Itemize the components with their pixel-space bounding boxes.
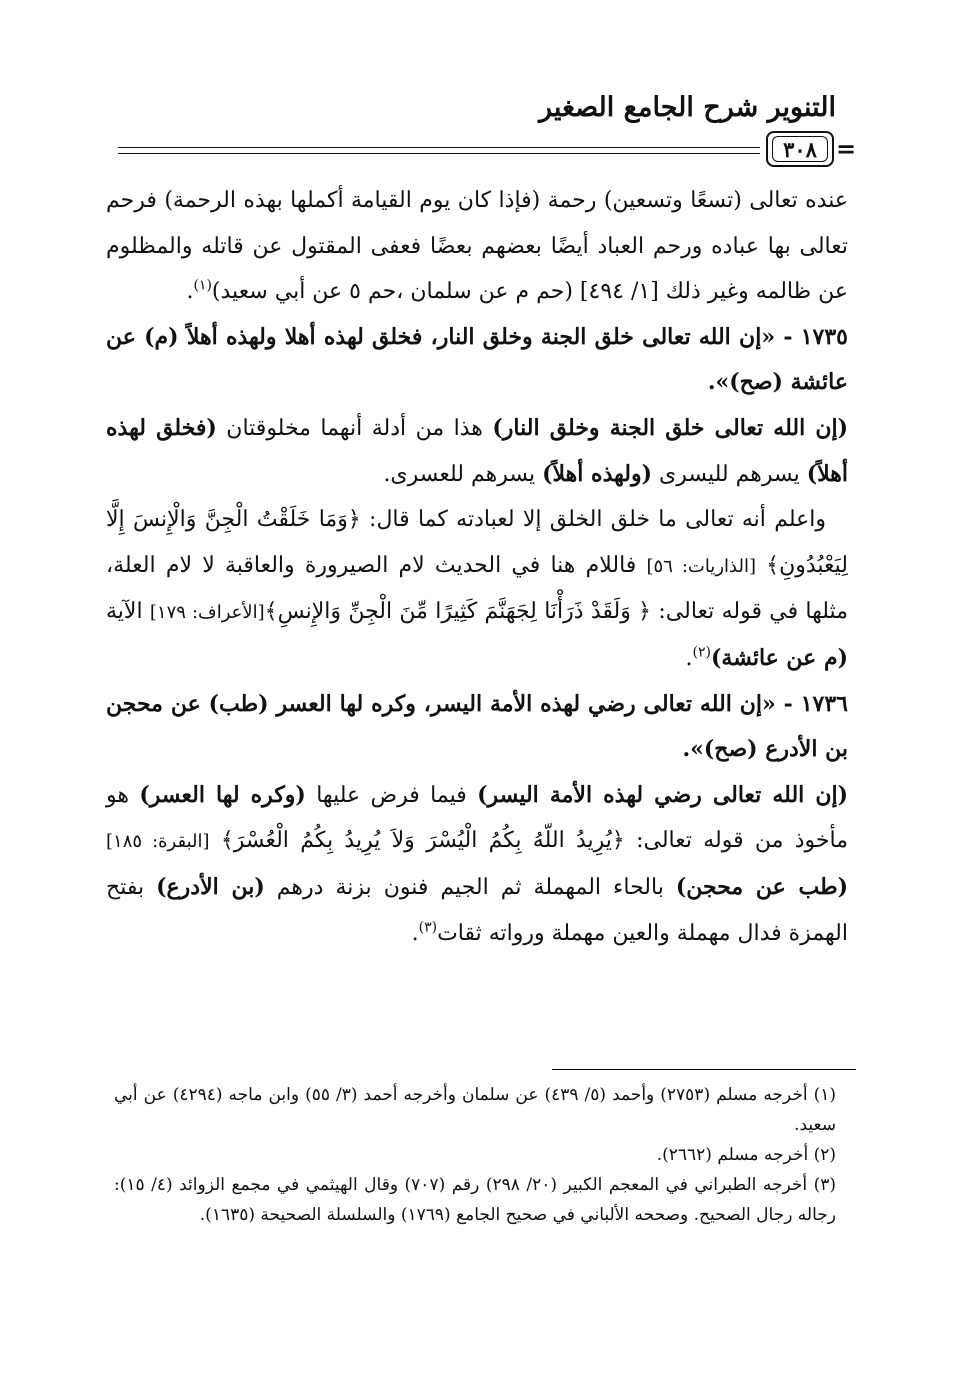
footnote-1: (١) أخرجه مسلم (٢٧٥٣) وأحمد (٥/ ٤٣٩) عن سلمان وأخرجه أحمد (٣/ ٥٥) وابن ماجه (٤٢٩٤) عن أبي سعيد. [114, 1085, 836, 1135]
paragraph-2 [106, 406, 848, 497]
commentary: بفتح الهمزة فدال مهملة والعين مهملة ورواته ثقات [106, 874, 848, 946]
hadith-1735-text: ١٧٣٥ - «إن الله تعالى خلق الجنة وخلق النار، فخلق لهذه أهلا ولهذه أهلاً (م) عن عائشة (صح)» [106, 323, 848, 396]
footnote-ref-2: (٢) [692, 644, 711, 661]
quoted-phrase: (وكره لها العسر) [139, 781, 306, 808]
paragraph-3 [106, 497, 848, 681]
hadith-1736 [106, 682, 848, 773]
header-rule-bottom [118, 153, 760, 154]
page-number: ٣٠٨ [766, 131, 834, 167]
verse-reference: [الأعراف: ١٧٩] [149, 602, 265, 624]
commentary: هو مأخوذ من قوله تعالى: ﴿يُرِيدُ اللّهُ بِكُمُ الْيُسْرَ وَلاَ يُرِيدُ بِكُمُ الْعُسْرَ﴾ [106, 782, 849, 854]
quoted-phrase: (بن الأدرع) [156, 873, 265, 900]
body-text [106, 178, 848, 956]
commentary: فيما فرض عليها [305, 782, 478, 808]
footnote-ref-3: (٣) [418, 919, 438, 936]
footnote-2: (٢) أخرجه مسلم (٢٦٦٢). [656, 1145, 836, 1165]
punct: . [186, 279, 194, 305]
commentary: يسرهم للعسرى. [383, 461, 543, 487]
paragraph-1 [106, 178, 848, 315]
punct: . [411, 920, 419, 946]
commentary: فاللام هنا في الحديث لام الصيرورة والعاقبة لا لام العلة، مثلها في قوله تعالى: ﴿ وَلَقَدْ ذَرَأْنَا لِجَهَنَّمَ كَثِيرًا مِّنَ الْجِنِّ وَالإِنسِ﴾ [106, 552, 848, 625]
running-title: التنوير شرح الجامع الصغير [539, 92, 836, 123]
header-rule-top [118, 147, 760, 148]
header-tail-mark: = [836, 134, 857, 163]
commentary: يسرهم لليسرى [652, 461, 807, 487]
punct: . [707, 369, 716, 396]
commentary: واعلم أنه تعالى ما خلق الخلق إلا لعبادته كما قال: ﴿وَمَا خَلَقْتُ الْجِنَّ وَالْإِنسَ إِلَّا لِيَعْبُدُونِ﴾ [106, 507, 848, 578]
source-citation: (م عن عائشة) [710, 644, 848, 671]
verse-reference: [الذاريات: ٥٦] [646, 555, 756, 577]
quoted-phrase: (ولهذه أهلاً) [542, 460, 653, 487]
verse-reference: [البقرة: ١٨٥] [106, 831, 210, 853]
quoted-phrase: (فخلق لهذه أهلاً) [106, 414, 848, 487]
commentary: هذا من أدلة أنهما مخلوقتان [216, 415, 493, 441]
hadith-1736-text: ١٧٣٦ - «إن الله تعالى رضي لهذه الأمة اليسر، وكره لها العسر (طب) عن محجن بن الأدرع (صح)» [106, 690, 848, 763]
quoted-phrase: (إن الله تعالى رضي لهذه الأمة اليسر) [477, 781, 848, 808]
punct: . [685, 645, 693, 671]
paragraph-4 [106, 773, 848, 956]
footnotes [114, 1080, 836, 1230]
punct: . [682, 736, 691, 763]
footnote-3: (٣) أخرجه الطبراني في المعجم الكبير (٢٠/ ٢٩٨) رقم (٧٠٧) وقال الهيثمي في مجمع الزوائد (٤/ ١٥): رجاله رجال الصحيح. وصححه الألباني في صحيح الجامع (١٧٦٩) والسلسلة الصحيحة (١٦٣٥). [114, 1175, 836, 1225]
hadith-1735 [106, 315, 848, 406]
quoted-phrase: (إن الله تعالى خلق الجنة وخلق النار) [492, 414, 849, 441]
commentary: بالحاء المهملة ثم الجيم فنون بزنة درهم [264, 874, 676, 900]
footnote-ref-1: (١) [193, 277, 212, 294]
paragraph-1-text: عنده تعالى (تسعًا وتسعين) رحمة (فإذا كان يوم القيامة أكملها بهذه الرحمة) فرحم تعالى بها عباده ورحم العباد أيضًا بعضهم بعضًا فعفى المقتول عن قاتله والمظلوم عن ظالمه وغير ذلك [١/ ٤٩٤] (حم م عن سلمان ،حم ٥ عن أبي سعيد) [106, 188, 848, 305]
commentary: الآية [106, 599, 150, 625]
source-citation: (طب عن محجن) [675, 873, 849, 900]
footnote-separator [552, 1069, 856, 1070]
